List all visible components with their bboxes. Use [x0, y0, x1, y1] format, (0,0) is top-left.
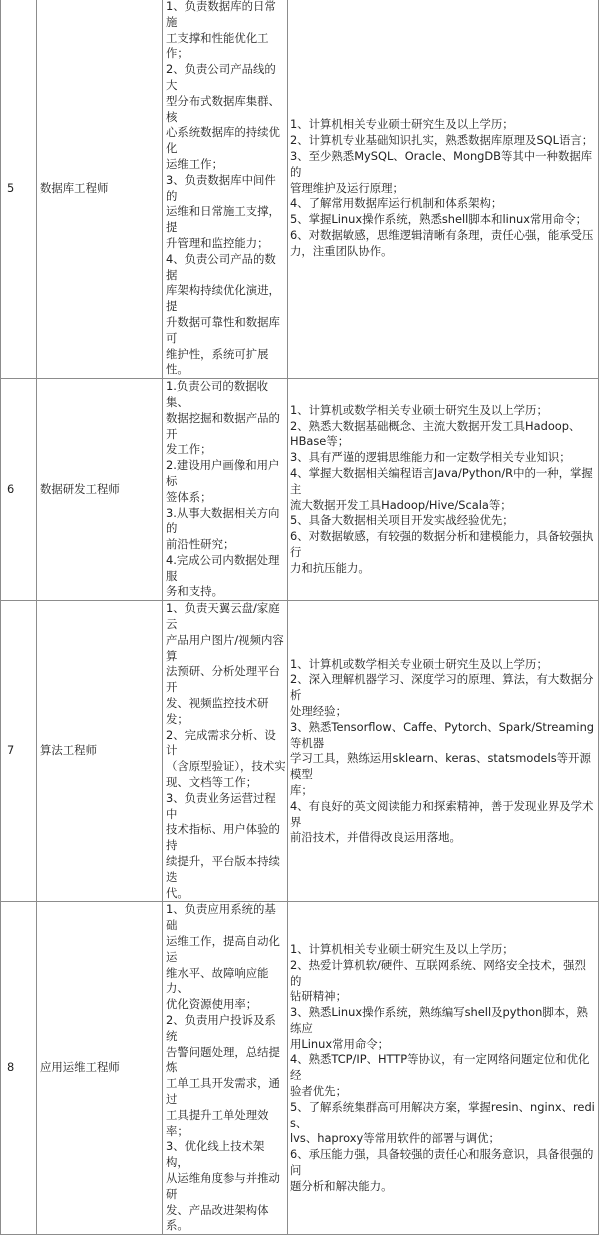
duty-line: 型分布式数据库集群、核 — [166, 93, 280, 124]
job-title: 数据库工程师 — [37, 0, 163, 379]
duty-line: 升数据可靠性和数据库可 — [166, 314, 280, 345]
requirement-line: 6、对数据敏感，有较强的数据分析和建模能力，具备较强执行 — [290, 529, 594, 559]
requirement-line: 2、熟悉大数据基础概念、主流大数据开发工具Hadoop、 — [290, 418, 581, 433]
job-requirements — [288, 902, 599, 1235]
duty-line: 运维和日常施工支撑，提 — [166, 204, 280, 235]
requirement-line: 学习工具，熟练运用sklearn、keras、statsmodels等开源模型 — [290, 751, 591, 782]
duty-line: 1、负责天翼云盘/家庭云 — [166, 601, 280, 632]
duty-line: 升管理和监控能力； — [166, 235, 269, 250]
requirement-line: 管理维护及运行原理； — [290, 180, 404, 195]
duty-line: 法预研、分析处理平台开 — [166, 664, 280, 695]
requirement-line: 6、承压能力强，具备较强的责任心和服务意识，具备很强的问 — [290, 1147, 594, 1178]
row-number: 5 — [1, 0, 37, 379]
duty-line: 发工作； — [166, 442, 212, 457]
requirement-line: 5、掌握Linux操作系统，熟悉shell脚本和linux常用命令； — [290, 212, 587, 227]
duty-line: 3、负责业务运营过程中 — [166, 790, 276, 821]
duty-line: 续提升，平台版本持续迭 — [166, 854, 280, 884]
requirement-line: 4、掌握大数据相关编程语言Java/Python/R中的一种，掌握主 — [290, 466, 593, 496]
job-title: 算法工程师 — [37, 601, 163, 902]
requirement-line: 前沿技术，并借得改良运用落地。 — [290, 830, 461, 845]
requirement-line: 力，注重团队协作。 — [290, 243, 393, 258]
duty-line: 工单工具开发需求，通过 — [166, 1076, 280, 1106]
requirement-line: 4、有良好的英文阅读能力和探索精神，善于发现业界及学术界 — [290, 798, 594, 829]
row-number: 7 — [1, 601, 37, 902]
requirement-line: 1、计算机相关专业硕士研究生及以上学历； — [290, 941, 514, 956]
requirement-line: 3、具有严谨的逻辑思维能力和一定数学相关专业知识； — [290, 450, 571, 465]
duty-line: 1、负责应用系统的基础 — [166, 902, 276, 933]
row-number: 8 — [1, 902, 37, 1235]
requirement-line: 1、计算机或数学相关专业硕士研究生及以上学历； — [290, 656, 548, 671]
duty-line: 发、视频监控技术研发； — [166, 696, 269, 726]
duty-line: 运维工作，提高自动化运 — [166, 934, 280, 964]
job-title: 数据研发工程师 — [37, 379, 163, 601]
job-duties — [163, 601, 288, 902]
duty-line: 工支撑和性能优化工作； — [166, 30, 269, 61]
requirement-line: 3、熟悉Linux操作系统，熟练编写shell及python脚本，熟练应 — [290, 1005, 588, 1035]
duty-line: 维水平、故障响应能力、 — [166, 965, 269, 996]
requirement-line: lvs、haproxy等常用软件的部署与调优； — [290, 1131, 500, 1146]
duty-line: 3、优化线上技术架构， — [166, 1139, 265, 1170]
job-requirements — [288, 0, 599, 379]
duty-line: 3.从事大数据相关方向的 — [166, 505, 280, 536]
job-title: 应用运维工程师 — [37, 902, 163, 1235]
duty-line: 运维工作； — [166, 156, 223, 171]
requirement-line: HBase等； — [290, 434, 350, 449]
requirement-line: 6、对数据敏感，思维逻辑清晰有条理，责任心强，能承受压 — [290, 228, 594, 243]
duty-line: 优化资源使用率； — [166, 997, 258, 1012]
row-number: 6 — [1, 379, 37, 601]
requirement-line: 2、计算机专业基础知识扎实，熟悉数据库原理及SQL语言； — [290, 133, 594, 148]
table-row — [1, 601, 599, 902]
table-row — [1, 379, 599, 601]
requirement-line: 题分析和解决能力。 — [290, 1178, 393, 1193]
requirement-line: 处理经验； — [290, 703, 347, 718]
duty-line: 从运维角度参与并推动研 — [166, 1170, 280, 1201]
table-row — [1, 902, 599, 1235]
job-requirements — [288, 379, 599, 601]
requirement-line: 3、至少熟悉MySQL、Oracle、MongDB等其中一种数据库的 — [290, 149, 593, 179]
duty-line: 数据挖掘和数据产品的开 — [166, 410, 280, 441]
duty-line: 告警问题处理，总结提炼 — [166, 1044, 280, 1075]
duty-line: 代。 — [166, 885, 189, 900]
duty-line: 2、完成需求分析、设计 — [166, 727, 276, 758]
duty-line: （含原型验证），技术实 — [166, 759, 286, 774]
requirement-line: 4、了解常用数据库运行机制和体系架构； — [290, 196, 503, 211]
duty-line: 1.负责公司的数据收集、 — [166, 379, 268, 409]
duty-line: 库架构持续优化演进，提 — [166, 283, 280, 314]
duty-line: 心系统数据库的持续优化 — [166, 125, 280, 156]
requirement-line: 用Linux常用命令； — [290, 1036, 390, 1051]
duty-line: 3、负责数据库中间件的 — [166, 172, 276, 203]
duty-line: 2.建设用户画像和用户标 — [166, 458, 280, 488]
requirement-line: 4、熟悉TCP/IP、HTTP等协议，有一定网络问题定位和优化经 — [290, 1052, 590, 1083]
requirement-line: 验者优先； — [290, 1084, 347, 1099]
duty-line: 前沿性研究； — [166, 537, 235, 552]
requirement-line: 5、了解系统集群高可用解决方案，掌握resin、nginx、redis、 — [290, 1099, 595, 1130]
requirement-line: 2、热爱计算机软/硬件、互联网系统、网络安全技术，强烈的 — [290, 957, 586, 988]
requirement-line: 3、熟悉Tensorflow、Caffe、Pytorch、Spark/Streaming等机器 — [290, 719, 595, 750]
requirement-line: 2、深入理解机器学习、深度学习的原理、算法，有大数据分析 — [290, 672, 594, 703]
requirement-line: 1、计算机相关专业硕士研究生及以上学历； — [290, 117, 514, 132]
job-duties — [163, 0, 288, 379]
job-requirements — [288, 601, 599, 902]
job-table-body — [1, 0, 599, 1235]
duty-line: 2、负责公司产品线的大 — [166, 62, 276, 92]
requirement-line: 钻研精神； — [290, 989, 347, 1004]
duty-line: 务和支持。 — [166, 584, 223, 599]
duty-line: 2、负责用户投诉及系统 — [166, 1013, 276, 1043]
job-duties — [163, 902, 288, 1235]
duty-line: 4、负责公司产品的数据 — [166, 251, 276, 282]
duty-line: 签体系； — [166, 489, 212, 504]
duty-line: 维护性，系统可扩展性。 — [166, 346, 269, 377]
job-duties — [163, 379, 288, 601]
duty-line: 4.完成公司内数据处理服 — [166, 552, 280, 583]
duty-line: 现、文档等工作； — [166, 775, 258, 790]
duty-line: 发、产品改进架构体系。 — [166, 1202, 269, 1233]
requirement-line: 力和抗压能力。 — [290, 560, 370, 575]
duty-line: 技术指标、用户体验的持 — [166, 822, 280, 853]
requirement-line: 库； — [290, 782, 313, 797]
requirement-line: 1、计算机或数学相关专业硕士研究生及以上学历； — [290, 402, 548, 417]
duty-line: 产品用户图片/视频内容算 — [166, 632, 284, 663]
table-row — [1, 0, 599, 379]
duty-line: 1、负责数据库的日常施 — [166, 0, 276, 29]
requirement-line: 流大数据开发工具Hadoop/Hive/Scala等； — [290, 497, 512, 512]
duty-line: 工具提升工单处理效率； — [166, 1107, 269, 1138]
requirement-line: 5、具备大数据相关项目开发实战经验优先； — [290, 513, 514, 528]
